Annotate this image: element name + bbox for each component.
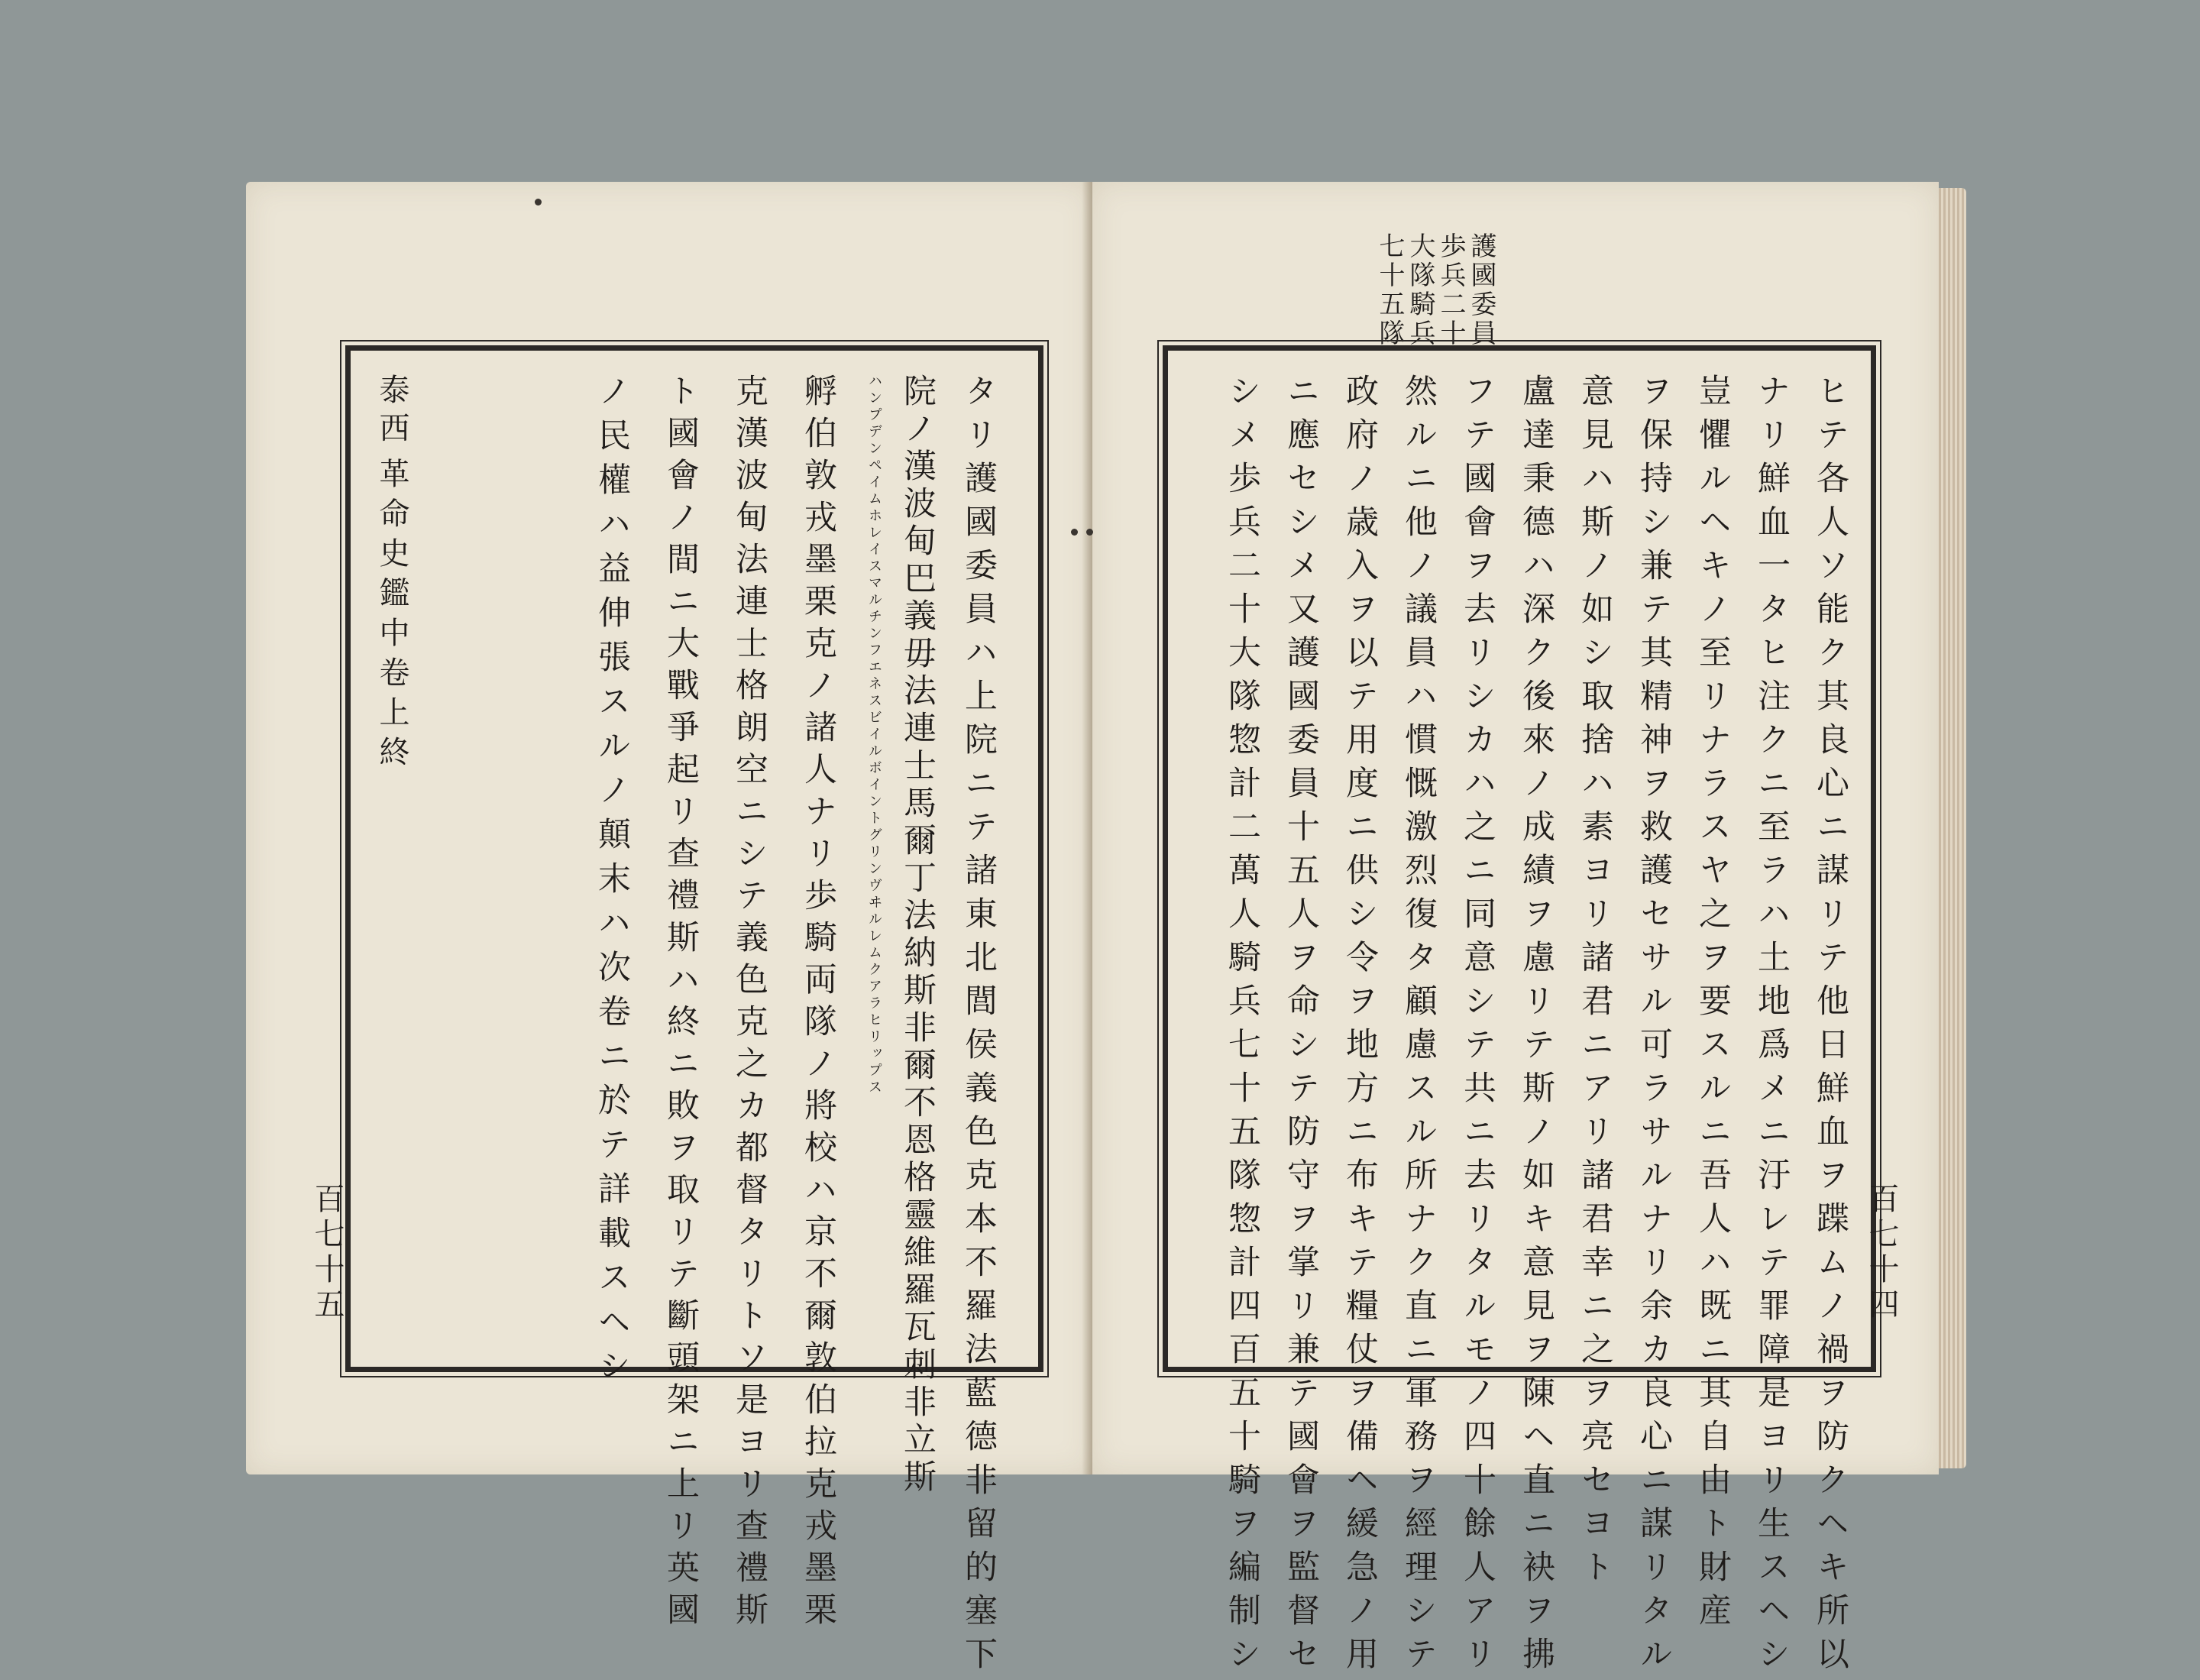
open-book [246,182,1969,1680]
text-column: 政府ノ歳入ヲ以テ用度ニ供シ令ヲ地方ニ布キテ糧仗ヲ備ヘ緩急ノ用 [1341,374,1379,1680]
page-number: 百七十四 [1864,1183,1899,1323]
page-number: 百七十五 [309,1183,345,1323]
binding-hole [535,199,542,206]
text-column: 豈懼ルヘキノ至リナラスヤ之ヲ要スルニ吾人ハ既ニ其自由ト財産 [1694,374,1732,1636]
volume-title-line-1: 泰 [374,374,409,407]
text-column: 克漢波甸法連士格朗空ニシテ義色克之カ都督タリトソ是ヨリ查禮斯 [730,374,768,1634]
text-column: タリ護國委員ハ上院ニテ諸東北閭侯義色克本不羅法藍德非留的塞下 [959,374,998,1680]
text-column: フテ國會ヲ去リシカハ之ニ同意シテ共ニ去リタルモノ四十餘人アリ [1458,374,1496,1680]
left-text-frame [345,345,1043,1680]
ruby-column: ハンプデンペイムホレイスマルチンフエネスビイルボイントグリンヴヰルレムクアラヒリップス [866,374,882,1096]
text-column: 院ノ漢波甸巴義毋法連士馬爾丁法納斯非爾不恩格靈維羅瓦刺非立斯 [898,374,937,1497]
text-column: 然ルニ他ノ議員ハ慣慨激烈復タ顧慮スル所ナク直ニ軍務ヲ經理シテ [1399,374,1438,1680]
right-text-frame [1163,345,1876,1680]
text-column: 盧達秉德ハ深ク後來ノ成績ヲ慮リテ斯ノ如キ意見ヲ陳ヘ直ニ袂ヲ拂 [1517,374,1555,1680]
headnote-line: 七十五隊 [1374,232,1405,348]
text-column: ノ民權ハ益伸張スルノ顛末ハ次卷ニ於テ詳載スヘシ [593,374,631,1393]
text-column: ト國會ノ間ニ大戰爭起リ查禮斯ハ終ニ敗ヲ取リテ斷頭架ニ上リ英國 [662,374,700,1634]
volume-title-line-2: 西 [374,412,409,445]
text-column: ナリ鮮血一タヒ注クニ至ラハ土地爲メニ汙レテ罪障是ヨリ生スヘシ [1752,374,1791,1680]
text-column: シメ歩兵二十大隊惣計二萬人騎兵七十五隊惣計四百五十騎ヲ編制シ [1223,374,1261,1680]
volume-title-end: 革命史鑑中卷上終 [374,458,409,775]
binding-hole [1086,529,1093,536]
left-page [246,182,1092,1680]
text-column: ニ應セシメ又護國委員十五人ヲ命シテ防守ヲ掌リ兼テ國會ヲ監督セ [1282,374,1320,1680]
headnote-line: 護國委員 [1466,232,1496,348]
text-column: 孵伯敦戎墨栗克ノ諸人ナリ歩騎両隊ノ將校ハ京不爾敦伯拉克戎墨栗 [799,374,837,1634]
right-page [1092,182,1939,1680]
text-column: 意見ハ斯ノ如シ取捨ハ素ヨリ諸君ニアリ諸君幸ニ之ヲ亮セヨト [1576,374,1614,1593]
headnote-line: 大隊騎兵 [1405,232,1435,348]
page-edges [1939,188,1966,1468]
headnote-line: 歩兵二十 [1435,232,1466,348]
text-column: ヒテ各人ソ能ク其良心ニ謀リテ他日鮮血ヲ蹀ムノ禍ヲ防クヘキ所以 [1811,374,1849,1680]
binding-hole [1071,529,1078,536]
text-column: ヲ保持シ兼テ其精神ヲ救護セサル可ラサルナリ余カ良心ニ謀リタル [1635,374,1673,1680]
